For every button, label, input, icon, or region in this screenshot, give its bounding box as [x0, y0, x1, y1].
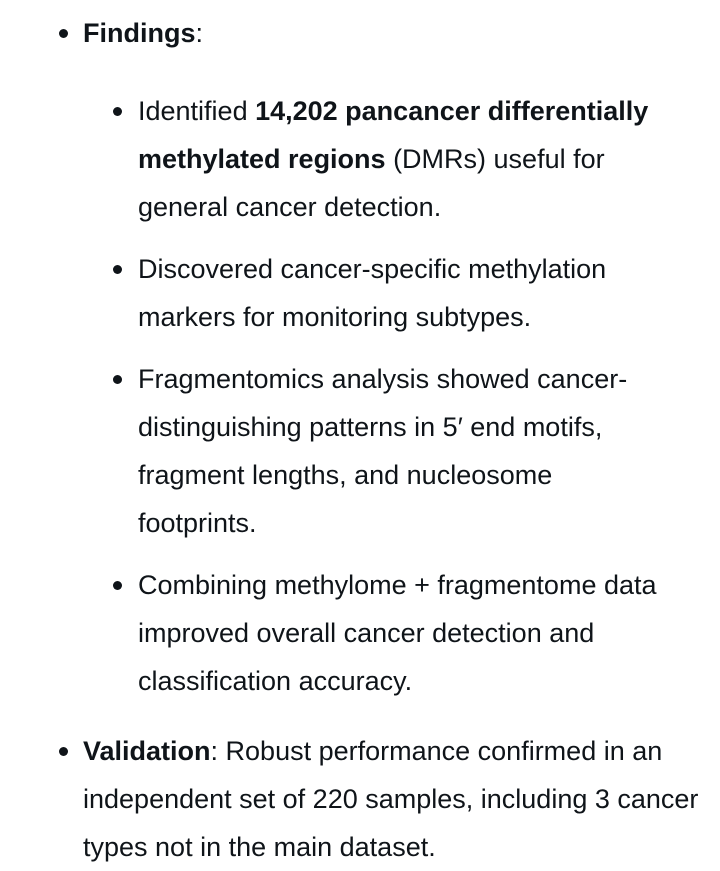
item-text: Fragmentomics analysis showed cancer-distinguishing patterns in 5′ end motifs, fragment lengths, and nucleosome footprints. [138, 364, 628, 538]
item-text: Discovered cancer-specific methylation markers for monitoring subtypes. [138, 254, 607, 332]
item-text-pre: Identified [138, 96, 256, 126]
bullet-icon [59, 29, 68, 38]
findings-heading: Findings [83, 18, 196, 48]
bullet-icon [113, 107, 122, 116]
validation-section [0, 727, 720, 871]
list-item [0, 87, 700, 231]
item-text-post: (DMRs) useful for general cancer detection. [138, 144, 605, 222]
item-text-bold: 14,202 pancancer differentially methylated regions [138, 96, 649, 174]
bullet-icon [113, 581, 122, 590]
item-text: Combining methylome + fragmentome data improved overall cancer detection and classification accuracy. [138, 570, 657, 696]
bullet-icon [113, 265, 122, 274]
bullet-icon [113, 375, 122, 384]
list-item [0, 561, 700, 705]
list-item [0, 355, 700, 547]
list-item [0, 245, 700, 341]
findings-colon: : [195, 18, 203, 48]
bullet-icon [59, 747, 68, 756]
findings-list [0, 87, 700, 705]
validation-heading: Validation [83, 736, 211, 766]
document [0, 9, 720, 871]
validation-text: : Robust performance confirmed in an independent set of 220 samples, including 3 cancer types not in the main dataset. [83, 736, 699, 862]
findings-section [0, 9, 720, 705]
findings-title-line [83, 9, 700, 57]
